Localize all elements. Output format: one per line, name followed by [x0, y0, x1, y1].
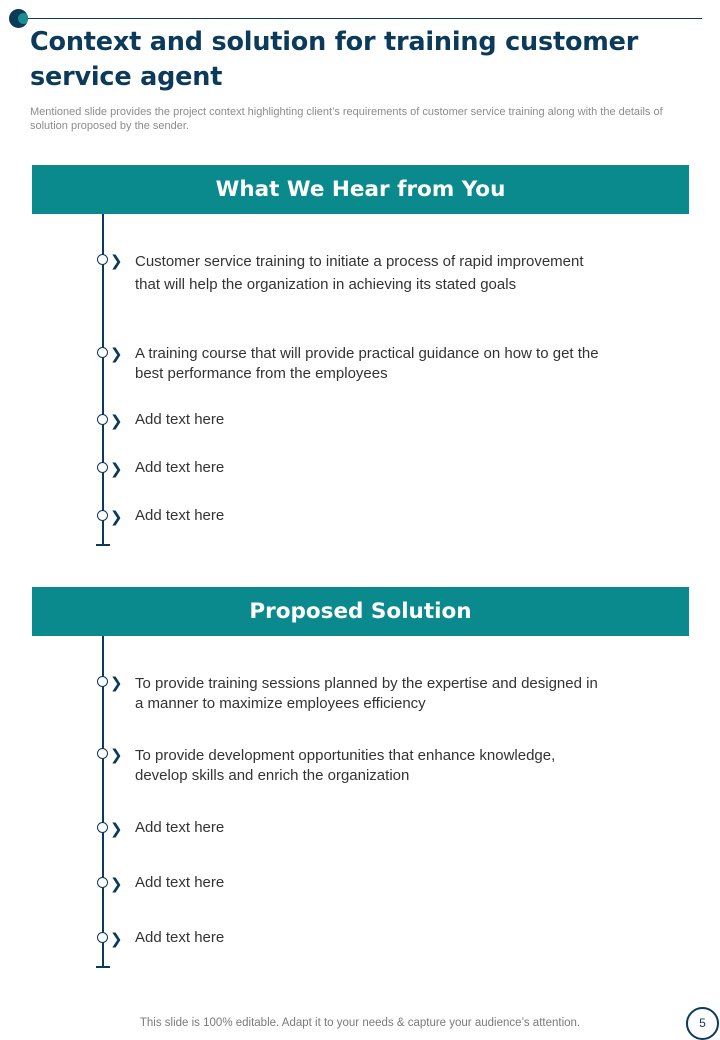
- page-title: Context and solution for training customer service agent: [30, 27, 639, 92]
- list-item: Customer service training to initiate a process of rapid improvement that will help the organization in achieving its stated goals: [135, 253, 584, 293]
- chevron-right-icon: ❯: [110, 674, 123, 692]
- chevron-right-icon: ❯: [110, 508, 123, 526]
- timeline-end-cap: [96, 544, 110, 546]
- section-header-what-we-hear: What We Hear from You: [32, 165, 689, 214]
- section-header-proposed-solution: Proposed Solution: [32, 587, 689, 636]
- list-item: Add text here: [135, 874, 225, 891]
- timeline-node-icon: [97, 822, 108, 833]
- timeline-node-icon: [97, 877, 108, 888]
- list-item: A training course that will provide practical guidance on how to get the best performance from the employees: [135, 345, 599, 382]
- timeline-node-icon: [97, 510, 108, 521]
- timeline-node-icon: [97, 414, 108, 425]
- timeline-node-icon: [97, 254, 108, 265]
- list-item: To provide development opportunities that enhance knowledge, develop skills and enrich the organization: [135, 747, 556, 784]
- timeline-node-icon: [97, 347, 108, 358]
- chevron-right-icon: ❯: [110, 820, 123, 838]
- timeline-node-icon: [97, 676, 108, 687]
- list-item: Add text here: [135, 411, 225, 428]
- logo-circle-icon: [9, 9, 28, 28]
- top-rule: [16, 18, 702, 19]
- chevron-right-icon: ❯: [110, 252, 123, 270]
- chevron-right-icon: ❯: [110, 345, 123, 363]
- timeline-node-icon: [97, 932, 108, 943]
- list-item: To provide training sessions planned by the expertise and designed in a manner to maximize employees efficiency: [135, 675, 598, 712]
- timeline-node-icon: [97, 748, 108, 759]
- chevron-right-icon: ❯: [110, 746, 123, 764]
- list-item: Add text here: [135, 929, 225, 946]
- list-item: Add text here: [135, 459, 225, 476]
- chevron-right-icon: ❯: [110, 412, 123, 430]
- list-item: Add text here: [135, 507, 225, 524]
- list-item: Add text here: [135, 819, 225, 836]
- footer-note: This slide is 100% editable. Adapt it to your needs & capture your audience’s attention.: [139, 1017, 581, 1029]
- page-number-badge: 5: [686, 1007, 719, 1040]
- page-subtitle: Mentioned slide provides the project context highlighting client’s requirements of customer service training along with the details of solution proposed by the sender.: [30, 106, 663, 132]
- timeline-node-icon: [97, 462, 108, 473]
- chevron-right-icon: ❯: [110, 875, 123, 893]
- chevron-right-icon: ❯: [110, 930, 123, 948]
- chevron-right-icon: ❯: [110, 460, 123, 478]
- timeline-end-cap: [96, 966, 110, 968]
